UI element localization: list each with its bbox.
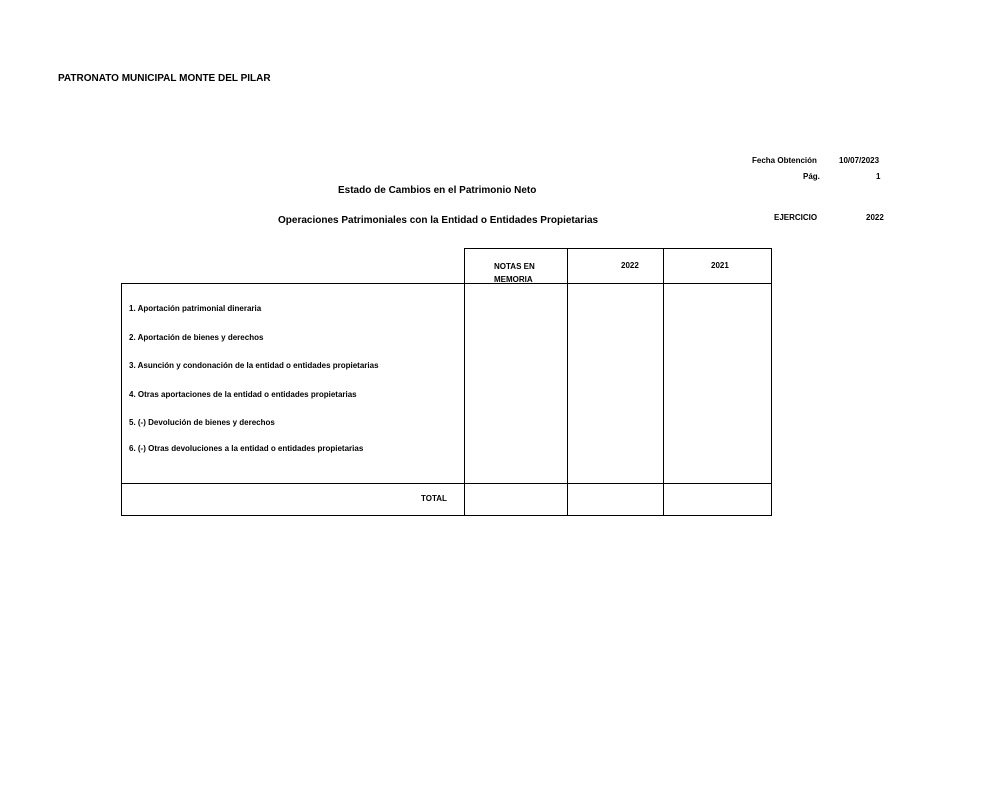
col-divider-notas bbox=[464, 248, 465, 516]
fecha-label: Fecha Obtención bbox=[752, 156, 817, 165]
column-header-notas bbox=[494, 260, 535, 286]
body-bottom-border bbox=[121, 483, 771, 484]
pag-value: 1 bbox=[876, 172, 881, 181]
header-bottom-border bbox=[121, 283, 771, 284]
fecha-value: 10/07/2023 bbox=[839, 156, 880, 165]
column-header-2022: 2022 bbox=[621, 261, 639, 270]
column-header-notas-line2: MEMORIA bbox=[494, 275, 533, 284]
column-header-2021: 2021 bbox=[711, 261, 729, 270]
col-divider-2021 bbox=[663, 248, 664, 516]
col-divider-2022 bbox=[567, 248, 568, 516]
report-title: Estado de Cambios en el Patrimonio Neto bbox=[338, 185, 537, 196]
table-right-border bbox=[771, 248, 772, 516]
ejercicio-label: EJERCICIO bbox=[774, 213, 818, 222]
table-top-border bbox=[464, 248, 771, 249]
table-row-label: 6. (-) Otras devoluciones a la entidad o entidades propietarias bbox=[129, 444, 364, 453]
total-label: TOTAL bbox=[421, 494, 447, 503]
table-row-label: 2. Aportación de bienes y derechos bbox=[129, 333, 264, 342]
total-bottom-border bbox=[121, 515, 771, 516]
table-row-label: 5. (-) Devolución de bienes y derechos bbox=[129, 418, 275, 427]
table-row-label: 1. Aportación patrimonial dineraria bbox=[129, 304, 262, 313]
organization-name: PATRONATO MUNICIPAL MONTE DEL PILAR bbox=[58, 73, 271, 84]
ejercicio-value: 2022 bbox=[866, 213, 884, 222]
table-left-border bbox=[121, 283, 122, 516]
report-subtitle: Operaciones Patrimoniales con la Entidad o Entidades Propietarias bbox=[278, 215, 599, 226]
column-header-notas-line1: NOTAS EN bbox=[494, 262, 535, 271]
table-row-label: 4. Otras aportaciones de la entidad o entidades propietarias bbox=[129, 390, 357, 399]
table-row-label: 3. Asunción y condonación de la entidad o entidades propietarias bbox=[129, 361, 379, 370]
pag-label: Pág. bbox=[803, 172, 820, 181]
